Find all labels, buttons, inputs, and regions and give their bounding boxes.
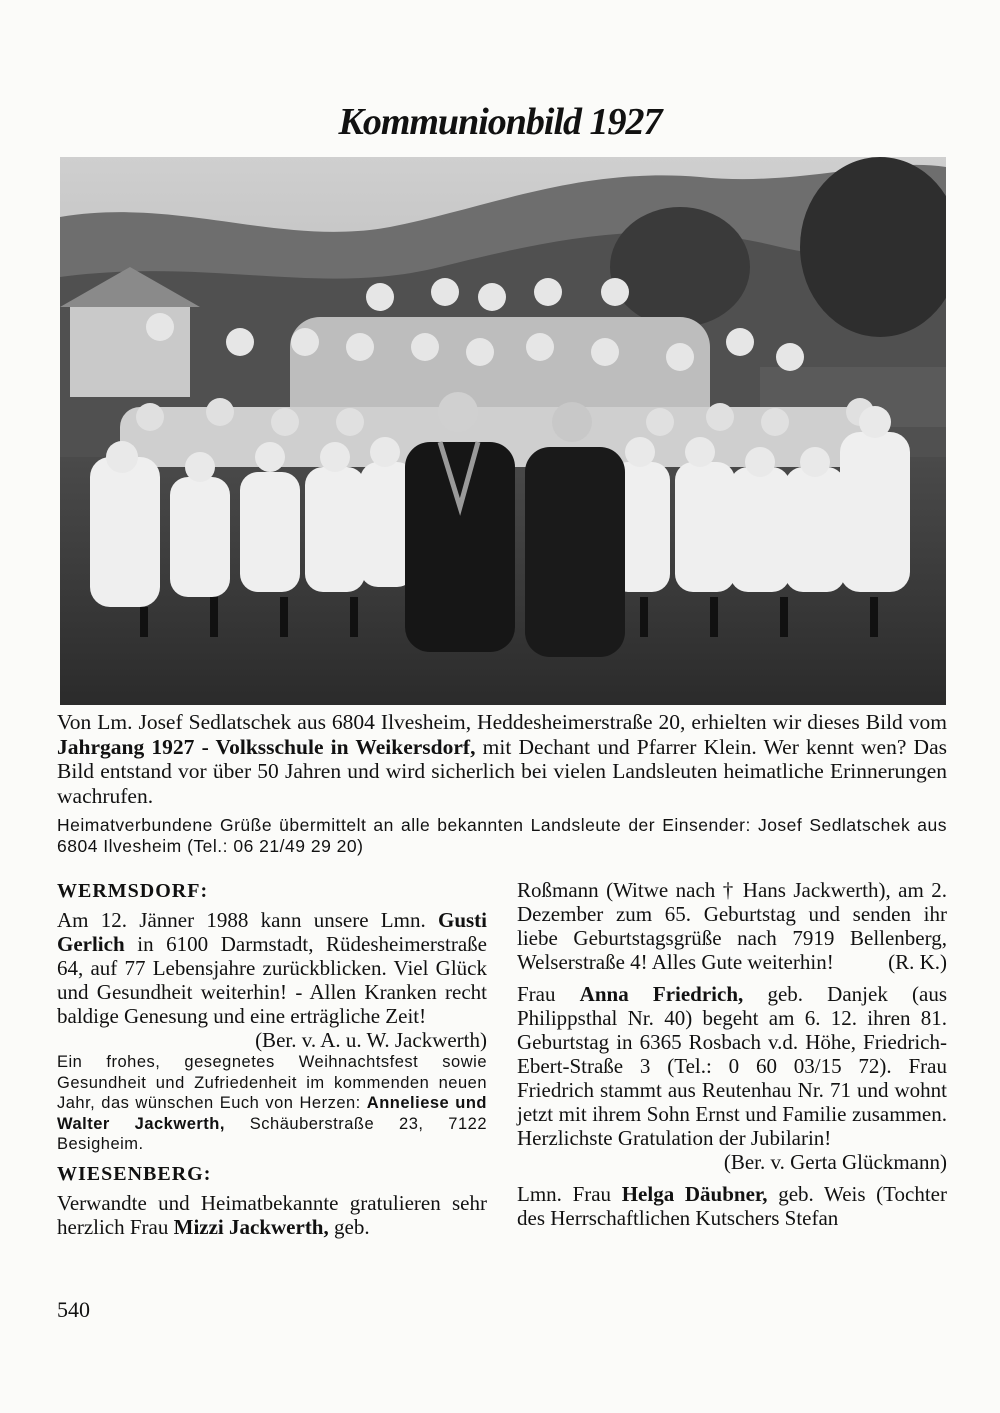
group-photo-illustration (60, 157, 946, 705)
right-entry-2-signature: (Ber. v. Gerta Glückmann) (723, 1150, 947, 1174)
r2-text-a: Frau (517, 982, 580, 1006)
r3-text-c: geb. Weis (Tochter des Herrschaftlichen Kutschers Stefan (517, 1182, 947, 1230)
group-photo (60, 157, 946, 705)
right-column (517, 878, 947, 1230)
r2-text-c: geb. Danjek (aus Philippsthal Nr. 40) begeht am 6. 12. ihren 81. Geburtstag in 6365 Rosbach v.d. Höhe, Friedrich-Ebert-Straße 3 (Tel.: 0 60 03/15 72). Frau Friedrich stammt aus Reutenhau Nr. 71 und wohnt jetzt mit ihrem Sohn Ernst und Familie zusammen. Herzlichste Gratulation der Jubilarin! (517, 982, 947, 1150)
caption-text-c: mit Dechant und Pfarrer Klein. Wer kennt wen? Das Bild entstand vor über 50 Jahren und wird sicherlich bei vielen Landsleuten heimatliche Erinnerungen wachrufen. (57, 734, 947, 808)
r3-name: Helga Däubner, (621, 1182, 768, 1206)
w2-text-a: Ein frohes, gesegnetes Weihnachtsfest sowie Gesundheit und Zufriedenheit im kommenden neuen Jahr, das wünschen Euch von Herzen: (57, 1053, 487, 1112)
r3-text-a: Lmn. Frau (517, 1182, 622, 1206)
page-title: Kommunionbild 1927 (338, 101, 662, 143)
right-entry-1-signature: (R. K.) (888, 950, 947, 974)
v1-text-c: geb. (328, 1214, 370, 1239)
photo-caption (57, 710, 947, 808)
v1-text-a: Verwandte und Heimatbekannte gratulieren sehr herzlich Frau (57, 1190, 487, 1239)
right-entry-2 (517, 982, 947, 1150)
v1-name: Mizzi Jackwerth, (173, 1214, 329, 1239)
wermsdorf-entry-2 (57, 1052, 487, 1155)
photo-caption-greeting: Heimatverbundene Grüße übermittelt an alle bekannten Landsleute der Einsender: Josef Sedlatschek aus 6804 Ilvesheim (Tel.: 06 21/49 29 20) (57, 815, 947, 856)
w2-text-c: Schäuberstraße 23, 7122 Besigheim. (57, 1114, 487, 1153)
left-column (57, 880, 487, 1239)
page-number: 540 (57, 1297, 90, 1322)
right-entry-1: Roßmann (Witwe nach † Hans Jackwerth), am 2. Dezember zum 65. Geburtstag und senden ihr liebe Geburtstagsgrüße nach 7919 Bellenberg, Welserstraße 4! Alles Gute weiterhin! (517, 878, 947, 974)
w2-name: Anneliese und Walter Jackwerth, (57, 1094, 487, 1133)
section-heading-wermsdorf: WERMSDORF: (57, 880, 209, 902)
wermsdorf-entry-1 (57, 908, 487, 1028)
caption-school: Jahrgang 1927 - Volksschule in Weikersdorf, (57, 734, 476, 759)
w1-text-a: Am 12. Jänner 1988 kann unsere Lmn. (57, 908, 438, 932)
w1-name: Gusti Gerlich (57, 908, 487, 956)
section-heading-wiesenberg: WIESENBERG: (57, 1162, 212, 1185)
w1-text-c: in 6100 Darmstadt, Rüdesheimerstraße 64, auf 77 Lebensjahre zurückblicken. Viel Glück und Gesundheit weiterhin! - Allen Kranken recht baldige Genesung und eine erträgliche Zeit! (57, 932, 487, 1028)
caption-text-a: Von Lm. Josef Sedlatschek aus 6804 Ilvesheim, Heddesheimerstraße 20, erhielten wir dieses Bild vom (57, 710, 947, 734)
wiesenberg-entry-1 (57, 1191, 487, 1239)
right-entry-3 (517, 1182, 947, 1230)
wermsdorf-signature: (Ber. v. A. u. W. Jackwerth) (255, 1028, 487, 1052)
r2-name: Anna Friedrich, (579, 982, 744, 1006)
